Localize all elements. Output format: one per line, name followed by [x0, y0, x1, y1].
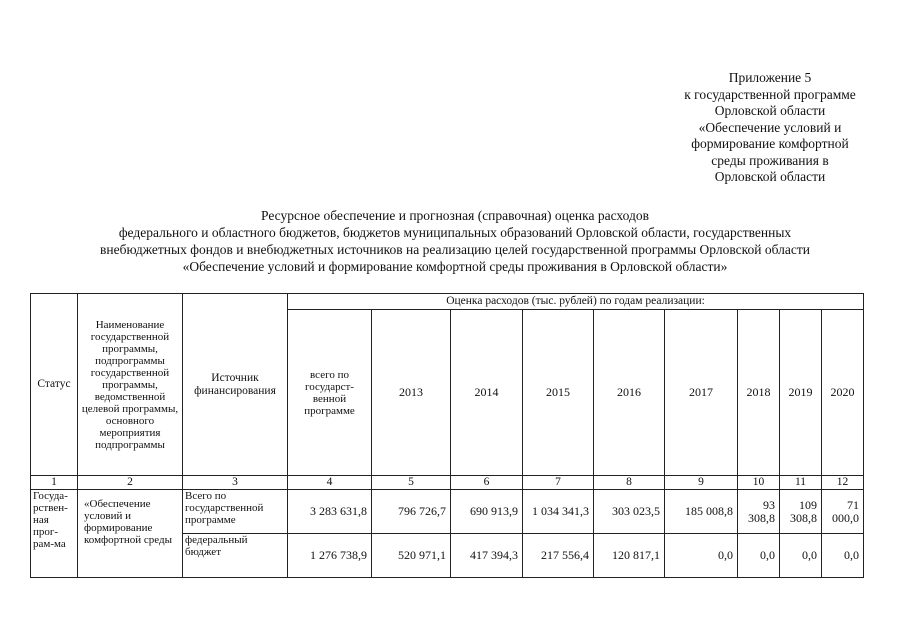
title-line: Ресурсное обеспечение и прогнозная (справочная) оценка расходов: [261, 208, 649, 223]
col-number: 5: [372, 476, 451, 490]
value-cell: 1 034 341,3: [523, 490, 594, 534]
appendix-line: Приложение 5: [728, 70, 812, 85]
col-number: 11: [780, 476, 822, 490]
header-name: Наименование государственной программы, подпрограммы государственной программы, ведомственной целевой программы, основного мероприятия подпрограммы: [78, 294, 183, 476]
table-row: [31, 490, 864, 534]
value-cell: 796 726,7: [372, 490, 451, 534]
value-cell: 690 913,9: [451, 490, 523, 534]
col-number: 3: [183, 476, 288, 490]
value-cell: 109 308,8: [780, 490, 822, 534]
source-cell: федеральный бюджет: [183, 534, 288, 578]
header-estimate: Оценка расходов (тыс. рублей) по годам реализации:: [288, 294, 864, 310]
header-status: Статус: [31, 294, 78, 476]
value-cell: 303 023,5: [594, 490, 665, 534]
appendix-line: Орловской области: [714, 169, 826, 184]
appendix-header: [660, 70, 880, 186]
title-line: внебюджетных фондов и внебюджетных источников на реализацию целей государственной программы Орловской области: [100, 242, 810, 257]
header-year: 2014: [451, 310, 523, 476]
total-cell: 1 276 738,9: [288, 534, 372, 578]
appendix-line: к государственной программе: [684, 86, 856, 102]
header-year: 2018: [738, 310, 780, 476]
col-number: 7: [523, 476, 594, 490]
header-year: 2013: [372, 310, 451, 476]
col-number: 12: [822, 476, 864, 490]
value-cell: 0,0: [665, 534, 738, 578]
value-cell: 71 000,0: [822, 490, 864, 534]
value-cell: 0,0: [822, 534, 864, 578]
col-number: 8: [594, 476, 665, 490]
document-title: [40, 207, 870, 275]
resource-table: [30, 293, 864, 578]
value-cell: 93 308,8: [738, 490, 780, 534]
total-cell: 3 283 631,8: [288, 490, 372, 534]
value-cell: 0,0: [738, 534, 780, 578]
header-year: 2016: [594, 310, 665, 476]
appendix-line: «Обеспечение условий и: [698, 119, 842, 135]
program-name-cell: «Обеспечение условий и формирование комфортной среды: [78, 490, 183, 578]
value-cell: 185 008,8: [665, 490, 738, 534]
title-line: федерального и областного бюджетов, бюджетов муниципальных образований Орловской области, государственных: [118, 225, 792, 240]
status-cell: Госуда-рствен-ная прог-рам-ма: [31, 490, 78, 578]
appendix-line: Орловской области: [714, 103, 826, 118]
col-number: 4: [288, 476, 372, 490]
header-source: Источник финансирования: [183, 294, 288, 476]
value-cell: 417 394,3: [451, 534, 523, 578]
header-year: 2017: [665, 310, 738, 476]
col-number: 2: [78, 476, 183, 490]
title-line: «Обеспечение условий и формирование комфортной среды проживания в Орловской области»: [182, 259, 728, 274]
value-cell: 0,0: [780, 534, 822, 578]
col-number: 9: [665, 476, 738, 490]
header-year: 2015: [523, 310, 594, 476]
col-number: 10: [738, 476, 780, 490]
col-number: 6: [451, 476, 523, 490]
value-cell: 217 556,4: [523, 534, 594, 578]
header-total: всего по государст-венной программе: [288, 310, 372, 476]
source-cell: Всего по государственной программе: [183, 490, 288, 534]
appendix-line: среды проживания в: [711, 152, 829, 168]
header-year: 2019: [780, 310, 822, 476]
col-number: 1: [31, 476, 78, 490]
value-cell: 520 971,1: [372, 534, 451, 578]
appendix-line: формирование комфортной: [691, 136, 849, 151]
header-year: 2020: [822, 310, 864, 476]
value-cell: 120 817,1: [594, 534, 665, 578]
